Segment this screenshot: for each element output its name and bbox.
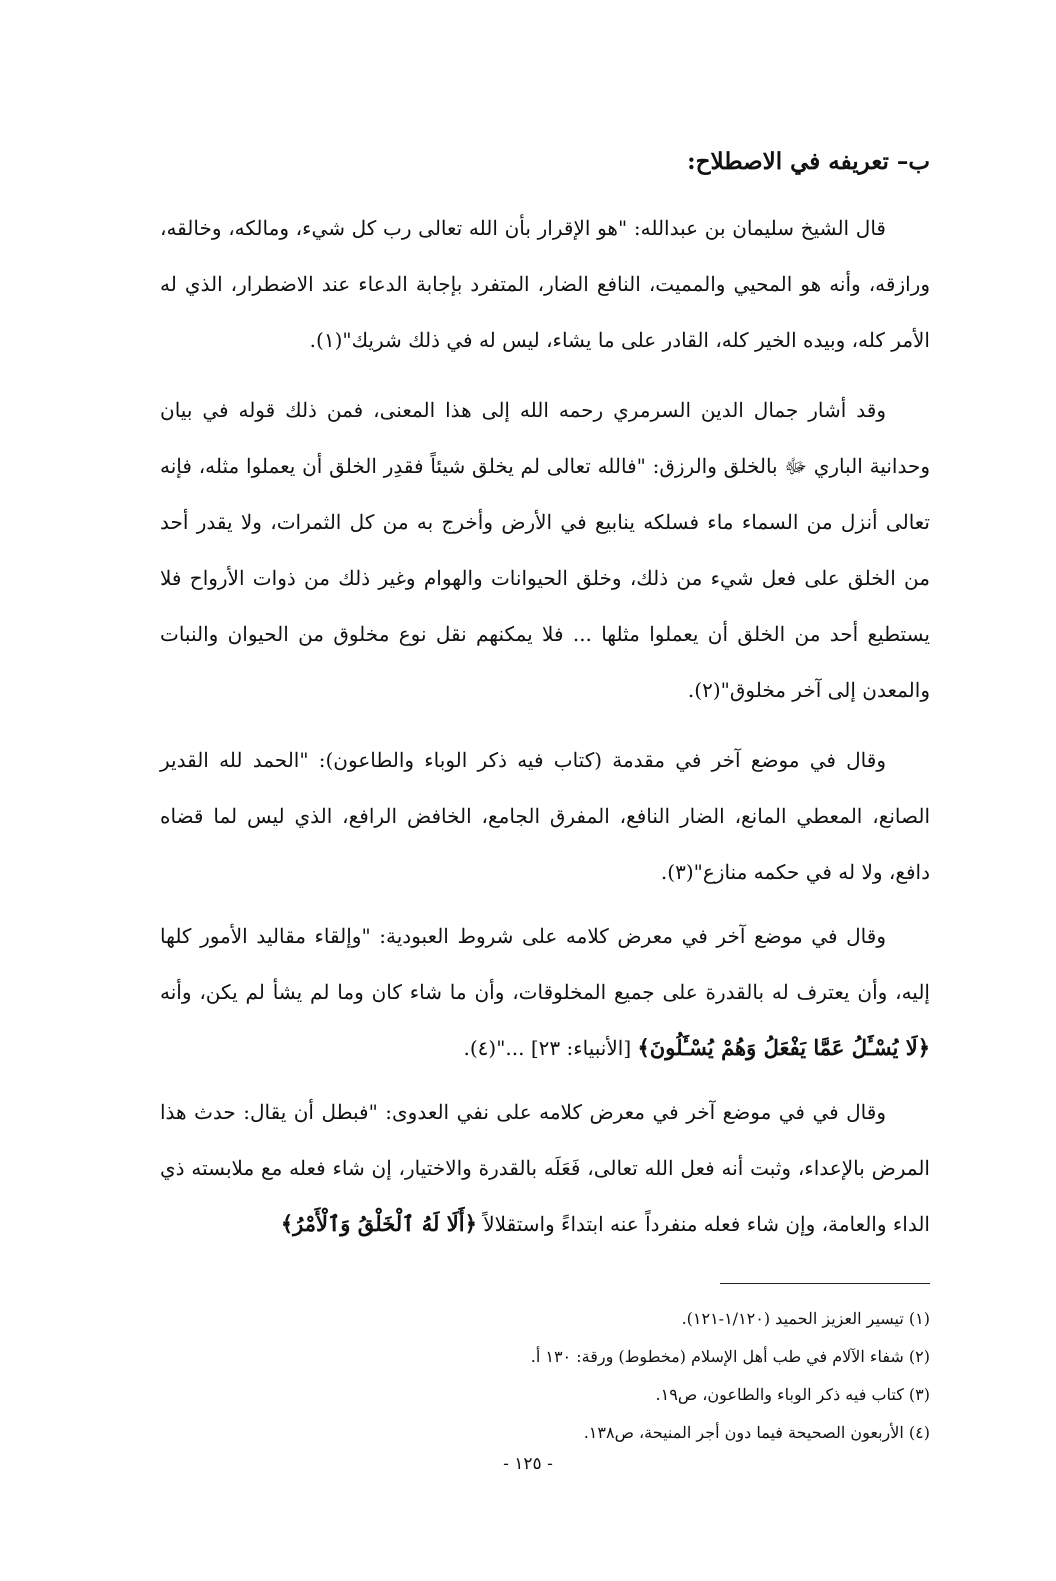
paragraph-2 bbox=[160, 382, 930, 718]
quran-verse-araf: ﴿أَلَا لَهُ ٱلْخَلْقُ وَٱلْأَمْرُ﴾ bbox=[280, 1211, 477, 1236]
paragraph-4 bbox=[160, 908, 930, 1076]
verse-reference: [الأنبياء: ٢٣] ..."(٤). bbox=[463, 1036, 632, 1060]
paragraph-4-text: وقال في موضع آخر في معرض كلامه على شروط العبودية: "وإلقاء مقاليد الأمور كلها إليه، وأن يعترف له بالقدرة على جميع المخلوقات، وأن ما شاء كان وما لم يشأ لم يكن، وأنه bbox=[160, 924, 930, 1004]
paragraph-3 bbox=[160, 732, 930, 900]
paragraph-5 bbox=[160, 1084, 930, 1252]
footnote-3: (٣) كتاب فيه ذكر الوباء والطاعون، ص١٩. bbox=[655, 1385, 930, 1404]
footnote-divider bbox=[720, 1283, 930, 1284]
paragraph-2-text: وقد أشار جمال الدين السرمري رحمه الله إلى هذا المعنى، فمن ذلك قوله في بيان وحدانية الباري ﷻ بالخلق والرزق: "فالله تعالى لم يخلق شيئاً فقدِر الخلق أن يعملوا مثله، فإنه تعالى أنزل من السماء ماء فسلكه ينابيع في الأرض وأخرج به من كل الثمرات، ولا يقدر أحد من الخلق على فعل شيء من ذلك، وخلق الحيوانات والهوام وغير ذلك من ذوات الأرواح فلا يستطيع أحد من الخلق أن يعملوا مثلها ... فلا يمكنهم نقل نوع مخلوق من الحيوان والنبات والمعدن إلى آخر مخلوق"(٢). bbox=[160, 398, 930, 702]
paragraph-3-text: وقال في موضع آخر في مقدمة (كتاب فيه ذكر الوباء والطاعون): "الحمد لله القدير الصانع، المعطي المانع، الضار النافع، المفرق الجامع، الخافض الرافع، الذي ليس لما قضاه دافع، ولا له في حكمه منازع"(٣). bbox=[160, 748, 930, 884]
quran-verse-anbiya: ﴿لَا يُسْـَٔلُ عَمَّا يَفْعَلُ وَهُمْ يُسْـَٔلُونَ﴾ bbox=[637, 1035, 930, 1060]
page-number: - ١٢٥ - bbox=[503, 1454, 553, 1474]
paragraph-1-text: قال الشيخ سليمان بن عبدالله: "هو الإقرار بأن الله تعالى رب كل شيء، ومالكه، وخالقه، ورازقه، وأنه هو المحيي والمميت، النافع الضار، المتفرد بإجابة الدعاء عند الاضطرار، الذي له الأمر كله، وبيده الخير كله، القادر على ما يشاء، ليس له في ذلك شريك"(١). bbox=[160, 216, 930, 352]
footnote-4: (٤) الأربعون الصحيحة فيما دون أجر المنيحة، ص١٣٨. bbox=[583, 1423, 930, 1442]
paragraph-5-text: وقال في في موضع آخر في معرض كلامه على نفي العدوى: "فبطل أن يقال: حدث هذا المرض بالإعداء، وثبت أنه فعل الله تعالى، فَعَلَه بالقدرة والاختيار، إن شاء فعله مع ملابسته ذي الداء والعامة، وإن شاء فعله منفرداً عنه ابتداءً واستقلالاً bbox=[160, 1100, 930, 1236]
footnotes bbox=[160, 1300, 930, 1452]
footnote-2: (٢) شفاء الآلام في طب أهل الإسلام (مخطوط) ورقة: ١٣٠ أ. bbox=[530, 1347, 930, 1366]
paragraph-1 bbox=[160, 200, 930, 368]
footnote-1: (١) تيسير العزيز الحميد (١/١٢٠-١٢١). bbox=[681, 1309, 930, 1328]
section-heading: ب– تعريفه في الاصطلاح: bbox=[687, 148, 930, 175]
